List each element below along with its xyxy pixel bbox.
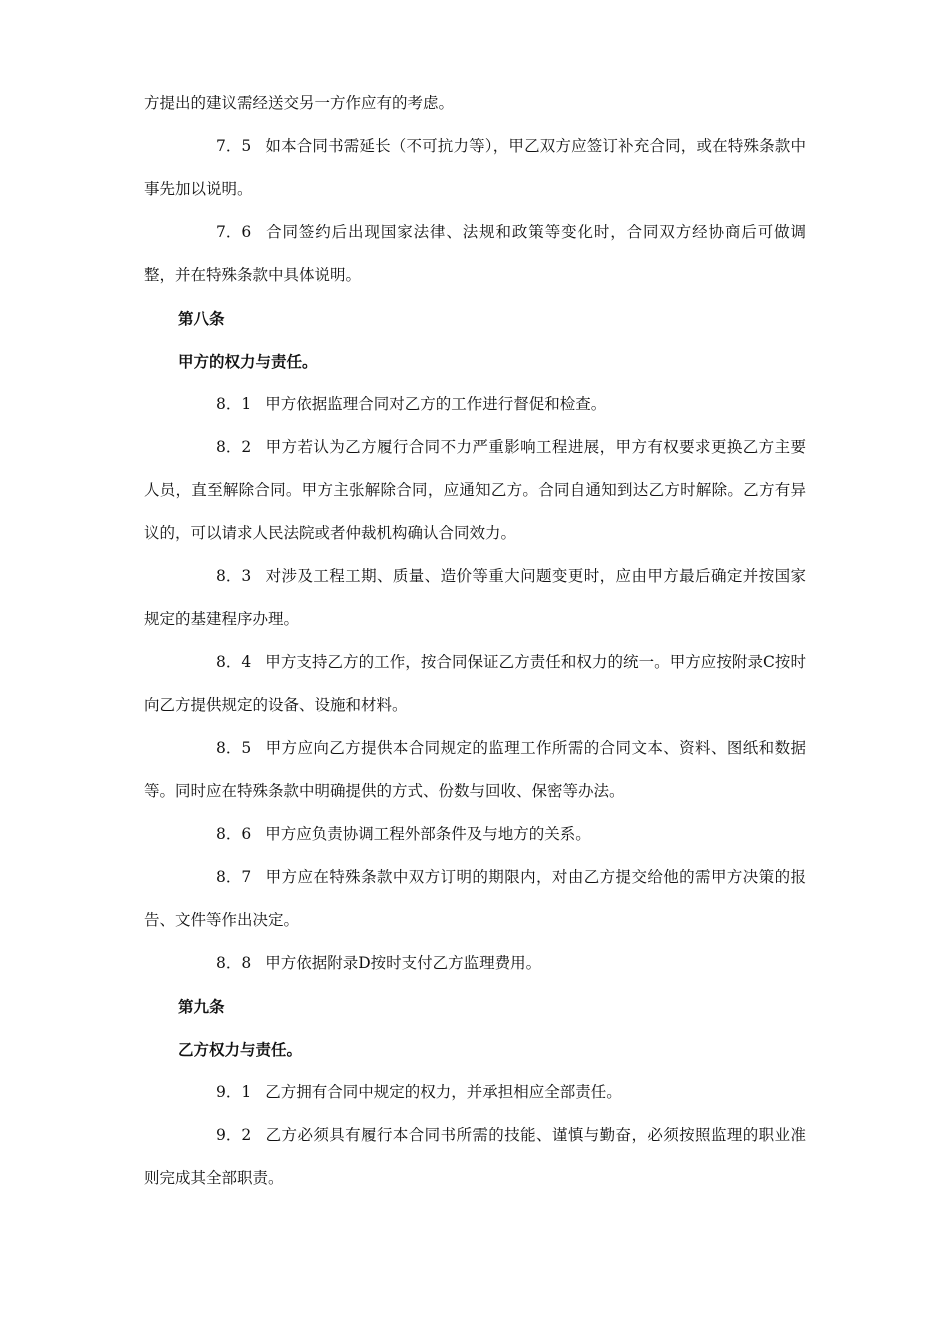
clause-7-6 xyxy=(144,211,806,297)
clause-8-4 xyxy=(144,641,806,727)
clause-number: 9．2 xyxy=(216,1126,252,1144)
clause-8-6 xyxy=(144,813,806,856)
paragraph-text: 方提出的建议需经送交另一方作应有的考虑。 xyxy=(144,94,455,112)
clause-text: 甲方若认为乙方履行合同不力严重影响工程进展，甲方有权要求更换乙方主要人员，直至解除合同。甲方主张解除合同，应通知乙方。合同自通知到达乙方时解除。乙方有异议的，可以请求人民法院或者仲裁机构确认合同效力。 xyxy=(144,438,806,542)
clause-8-7 xyxy=(144,856,806,942)
clause-text: 如本合同书需延长（不可抗力等），甲乙双方应签订补充合同，或在特殊条款中事先加以说明。 xyxy=(144,137,806,198)
clause-9-2 xyxy=(144,1114,806,1200)
clause-text: 甲方应负责协调工程外部条件及与地方的关系。 xyxy=(265,825,591,843)
document-body xyxy=(144,82,806,1200)
article-8-title: 甲方的权力与责任。 xyxy=(178,352,318,371)
clause-text: 甲方依据监理合同对乙方的工作进行督促和检查。 xyxy=(265,395,607,413)
clause-number: 8．5 xyxy=(216,739,252,757)
clause-number: 7．6 xyxy=(216,223,252,241)
clause-number: 8．3 xyxy=(216,567,252,585)
article-9-heading: 第九条 xyxy=(178,997,225,1016)
clause-text: 甲方支持乙方的工作，按合同保证乙方责任和权力的统一。甲方应按附录C按时向乙方提供规定的设备、设施和材料。 xyxy=(144,653,806,714)
clause-8-1 xyxy=(144,383,806,426)
clause-text: 对涉及工程工期、质量、造价等重大问题变更时，应由甲方最后确定并按国家规定的基建程序办理。 xyxy=(144,567,806,628)
clause-8-5 xyxy=(144,727,806,813)
paragraph-continuation xyxy=(144,82,806,125)
clause-8-2 xyxy=(144,426,806,555)
clause-number: 8．2 xyxy=(216,438,252,456)
article-9-title: 乙方权力与责任。 xyxy=(178,1040,303,1059)
clause-text: 甲方应向乙方提供本合同规定的监理工作所需的合同文本、资料、图纸和数据等。同时应在特殊条款中明确提供的方式、份数与回收、保密等办法。 xyxy=(144,739,806,800)
clause-number: 8．8 xyxy=(216,954,252,972)
clause-number: 8．4 xyxy=(216,653,252,671)
clause-9-1 xyxy=(144,1071,806,1114)
clause-8-8 xyxy=(144,942,806,985)
clause-text: 乙方拥有合同中规定的权力，并承担相应全部责任。 xyxy=(265,1083,622,1101)
clause-number: 9．1 xyxy=(216,1083,252,1101)
clause-text: 合同签约后出现国家法律、法规和政策等变化时，合同双方经协商后可做调整，并在特殊条款中具体说明。 xyxy=(144,223,806,284)
clause-text: 乙方必须具有履行本合同书所需的技能、谨慎与勤奋，必须按照监理的职业准则完成其全部职责。 xyxy=(144,1126,806,1187)
clause-text: 甲方依据附录D按时支付乙方监理费用。 xyxy=(265,954,542,972)
clause-number: 8．7 xyxy=(216,868,252,886)
clause-7-5 xyxy=(144,125,806,211)
article-8-heading: 第八条 xyxy=(178,309,225,328)
clause-number: 8．6 xyxy=(216,825,252,843)
clause-text: 甲方应在特殊条款中双方订明的期限内，对由乙方提交给他的需甲方决策的报告、文件等作出决定。 xyxy=(144,868,806,929)
clause-8-3 xyxy=(144,555,806,641)
clause-number: 8．1 xyxy=(216,395,252,413)
clause-number: 7．5 xyxy=(216,137,252,155)
